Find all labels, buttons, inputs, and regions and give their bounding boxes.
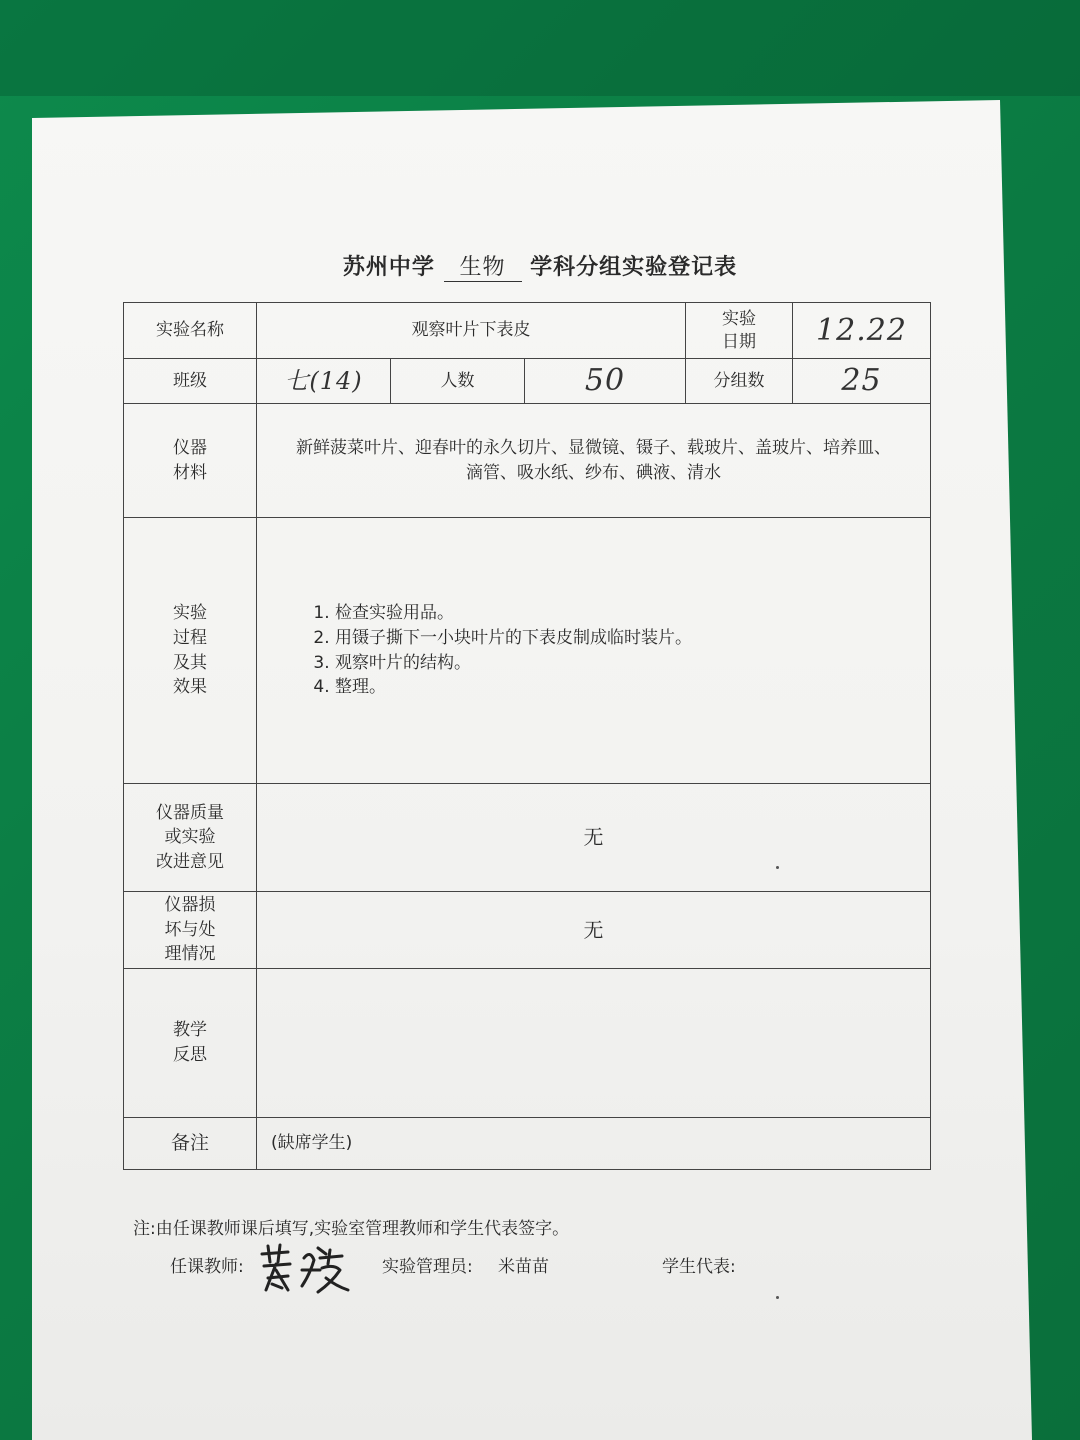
step-item: 2. 用镊子撕下一小块叶片的下表皮制成临时装片。 <box>335 626 930 651</box>
admin-label: 实验管理员: <box>382 1257 473 1277</box>
remarks-value: (缺席学生) <box>257 1118 931 1170</box>
quality-label: 仪器质量 或实验 改进意见 <box>124 784 257 892</box>
damage-label: 仪器损 坏与处 理情况 <box>124 892 257 969</box>
remarks-label: 备注 <box>124 1118 257 1170</box>
process-steps <box>257 518 931 784</box>
row-class-info <box>124 359 931 404</box>
experiment-name-label: 实验名称 <box>124 303 257 359</box>
row-damage <box>124 892 931 969</box>
student-rep-label: 学生代表: <box>662 1257 736 1277</box>
student-count-label: 人数 <box>391 359 525 404</box>
title-suffix: 学科分组实验登记表 <box>530 255 738 280</box>
admin-name: 米苗苗 <box>498 1257 549 1277</box>
student-count-value: 50 <box>525 359 686 404</box>
ink-dot <box>776 866 779 869</box>
materials-line-2: 滴管、吸水纸、纱布、碘液、清水 <box>466 462 721 483</box>
footer-note: 注:由任课教师课后填写,实验室管理教师和学生代表签字。 <box>133 1219 570 1239</box>
form-table <box>123 302 931 1170</box>
group-count-value: 25 <box>793 359 931 404</box>
experiment-date-label: 实验 日期 <box>686 303 793 359</box>
step-item: 1. 检查实验用品。 <box>335 601 930 626</box>
experiment-date-value: 12.22 <box>793 303 931 359</box>
school-name: 苏州中学 <box>342 255 435 280</box>
materials-label: 仪器 材料 <box>124 404 257 518</box>
step-item: 4. 整理。 <box>335 675 930 700</box>
teacher-label: 任课教师: <box>170 1257 244 1277</box>
group-count-label: 分组数 <box>686 359 793 404</box>
row-remarks <box>124 1118 931 1170</box>
class-value: 七(14) <box>257 359 391 404</box>
row-reflection <box>124 969 931 1118</box>
damage-value: 无 <box>257 892 931 969</box>
row-process <box>124 518 931 784</box>
reflection-label: 教学 反思 <box>124 969 257 1118</box>
form-title <box>300 250 780 282</box>
materials-line-1: 新鲜菠菜叶片、迎春叶的永久切片、显微镜、镊子、载玻片、盖玻片、培养皿、 <box>296 437 891 458</box>
class-label: 班级 <box>124 359 257 404</box>
process-label: 实验 过程 及其 效果 <box>124 518 257 784</box>
quality-value: 无 <box>257 784 931 892</box>
row-experiment-name <box>124 303 931 359</box>
teacher-signature <box>258 1240 350 1296</box>
steps-list <box>299 601 930 700</box>
row-quality <box>124 784 931 892</box>
ink-dot <box>776 1296 779 1299</box>
row-materials <box>124 404 931 518</box>
step-item: 3. 观察叶片的结构。 <box>335 651 930 676</box>
experiment-name-value: 观察叶片下表皮 <box>257 303 686 359</box>
reflection-value <box>257 969 931 1118</box>
subject-fill: 生物 <box>444 250 522 282</box>
materials-value <box>257 404 931 518</box>
